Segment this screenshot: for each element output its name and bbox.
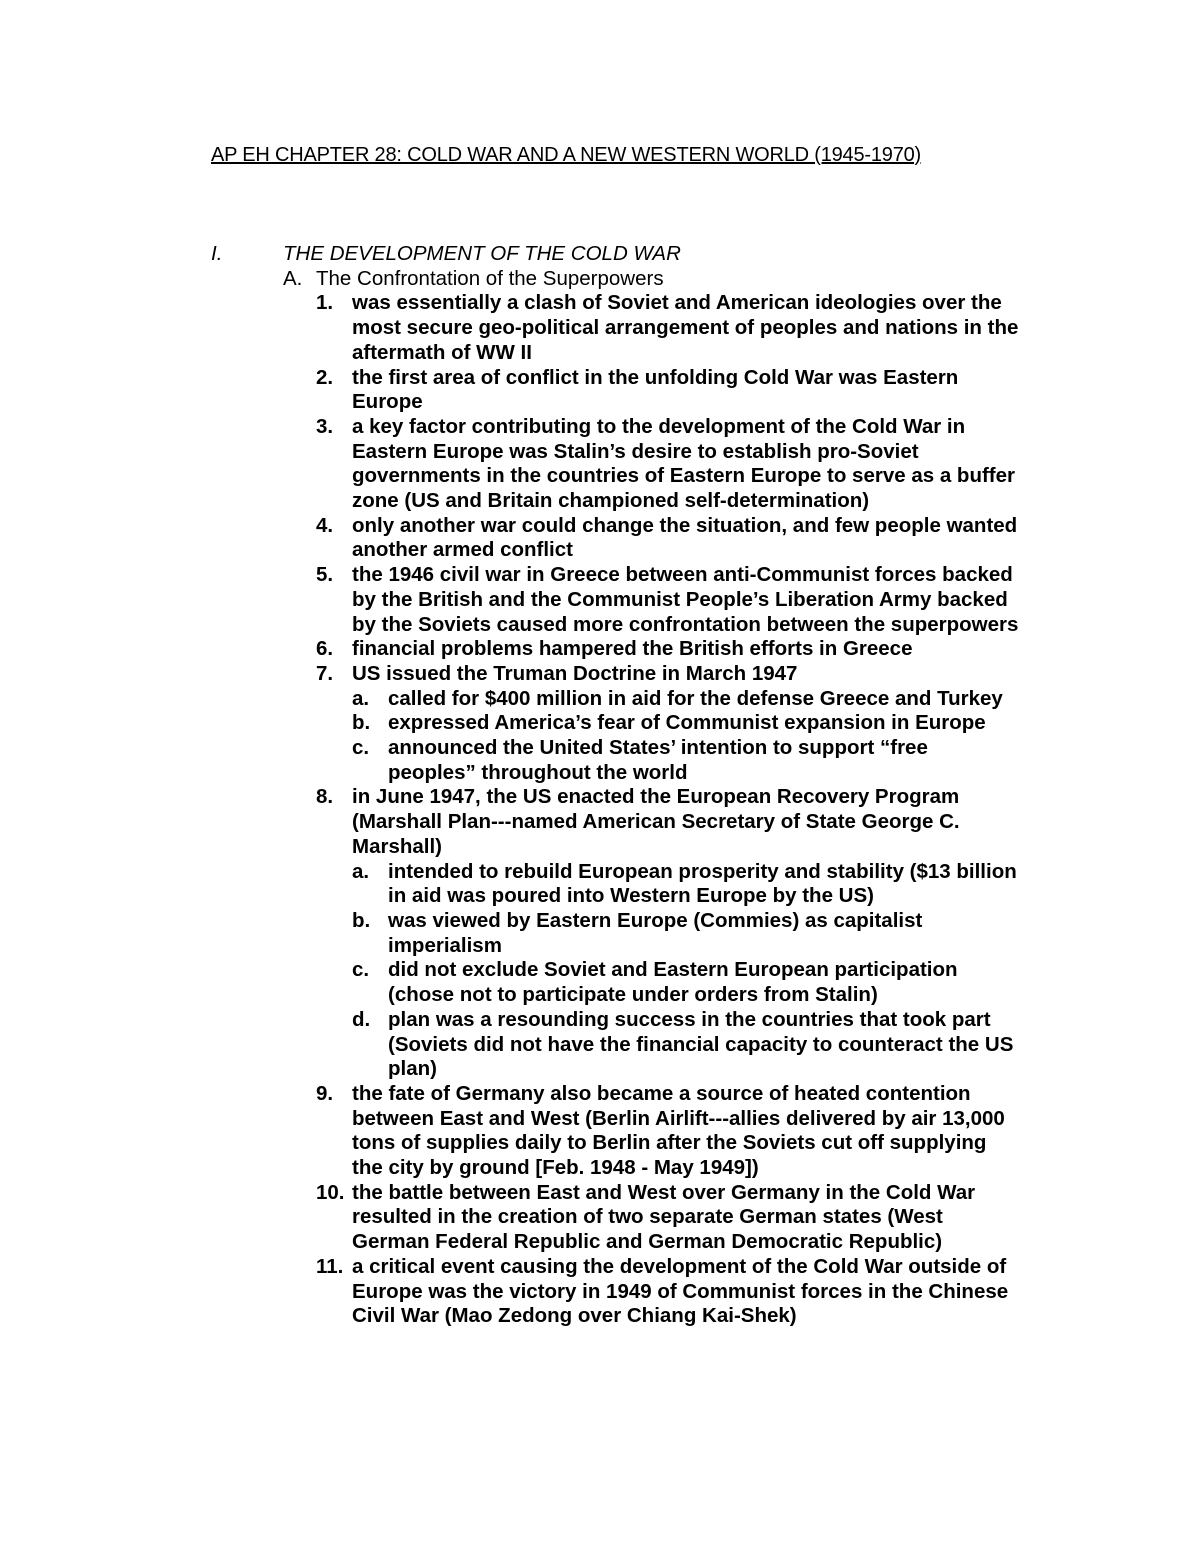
list-item [316, 1082, 1021, 1181]
sub-list [352, 860, 1021, 1082]
subsection-heading [283, 267, 1171, 292]
item-body [352, 1181, 1021, 1255]
sub-list-item [352, 1008, 1021, 1082]
item-body [352, 366, 1021, 415]
sub-item-text: called for $400 million in aid for the defense Greece and Turkey [388, 686, 1003, 710]
section-numeral: I. [211, 242, 223, 265]
item-text: the fate of Germany also became a source of heated contention between East and West (Berlin Airlift---allies delivered by air 13,000 tons of supplies daily to Berlin after the Soviets cut off supplying the city by ground [Feb. 1948 - May 1949]) [352, 1081, 1005, 1180]
section-heading [211, 242, 1171, 267]
item-number: 7. [316, 661, 334, 685]
sub-item-text: expressed America’s fear of Communist expansion in Europe [388, 711, 986, 735]
section-title: THE DEVELOPMENT OF THE COLD WAR [283, 242, 681, 265]
item-body [352, 291, 1021, 365]
sub-list-item [352, 711, 1021, 736]
list-item [316, 291, 1021, 365]
list-item [316, 366, 1021, 415]
sub-item-text: plan was a resounding success in the countries that took part (Soviets did not have the financial capacity to counteract the US plan) [388, 1007, 1014, 1081]
item-text: the battle between East and West over Germany in the Cold War resulted in the creation of two separate German states (West German Federal Republic and German Democratic Republic) [352, 1180, 976, 1254]
item-body [352, 785, 1021, 1081]
item-body [352, 514, 1021, 563]
item-number: 2. [316, 365, 334, 389]
sub-list-item [352, 860, 1021, 909]
sub-list-item [352, 909, 1021, 958]
item-number: 6. [316, 637, 334, 661]
subsection-title: The Confrontation of the Superpowers [316, 266, 664, 290]
sub-item-letter: d. [352, 1007, 371, 1031]
item-text: the first area of conflict in the unfolding Cold War was Eastern Europe [352, 365, 959, 414]
sub-item-text: announced the United States’ intention to support “free peoples” throughout the world [388, 736, 928, 784]
item-text: financial problems hampered the British efforts in Greece [352, 637, 913, 661]
list-item [316, 514, 1021, 563]
document-title: AP EH CHAPTER 28: COLD WAR AND A NEW WESTERN WORLD (1945-1970) [211, 144, 922, 166]
sub-item-letter: b. [352, 711, 371, 735]
sub-item-text: did not exclude Soviet and Eastern European participation (chose not to participate under orders from Stalin) [388, 958, 958, 1007]
item-number: 5. [316, 563, 334, 587]
item-body [352, 1255, 1021, 1329]
list-item [316, 662, 1021, 786]
item-text: US issued the Truman Doctrine in March 1947 [352, 661, 798, 685]
sub-item-letter: a. [352, 686, 370, 710]
sub-list [352, 687, 1021, 786]
item-number: 10. [316, 1180, 345, 1204]
item-number: 11. [316, 1254, 344, 1278]
item-text: was essentially a clash of Soviet and American ideologies over the most secure geo-political arrangement of peoples and nations in the aftermath of WW II [352, 291, 1019, 364]
section-outline [211, 242, 1171, 1329]
sub-item-text: was viewed by Eastern Europe (Commies) as capitalist imperialism [388, 908, 923, 957]
subsection-letter: A. [283, 266, 303, 290]
item-body [352, 662, 1021, 786]
item-text: a key factor contributing to the development of the Cold War in Eastern Europe was Stalin’s desire to establish pro-Soviet governments in the countries of Eastern Europe to serve as a buffer zone (US and Britain championed self-determination) [352, 414, 1015, 513]
sub-list-item [352, 958, 1021, 1007]
sub-list-item [352, 687, 1021, 712]
sub-item-letter: c. [352, 958, 370, 982]
list-item [316, 1255, 1021, 1329]
list-item [316, 1181, 1021, 1255]
item-text: the 1946 civil war in Greece between anti-Communist forces backed by the British and the Communist People’s Liberation Army backed by the Soviets caused more confrontation between the superpowers [352, 563, 1019, 636]
item-body [352, 415, 1021, 514]
sub-item-text: intended to rebuild European prosperity and stability ($13 billion in aid was poured into Western Europe by the US) [388, 859, 1017, 908]
item-text: a critical event causing the development of the Cold War outside of Europe was the victory in 1949 of Communist forces in the Chinese Civil War (Mao Zedong over Chiang Kai-Shek) [352, 1254, 1009, 1328]
item-body [352, 637, 1021, 662]
item-text: in June 1947, the US enacted the European Recovery Program (Marshall Plan---named American Secretary of State George C. Marshall) [352, 785, 960, 858]
item-number: 9. [316, 1081, 334, 1105]
list-item [316, 785, 1021, 1081]
list-item [316, 563, 1021, 637]
sub-item-letter: b. [352, 908, 371, 932]
outline-list [316, 291, 1021, 1329]
item-number: 1. [316, 291, 334, 315]
item-number: 3. [316, 414, 334, 438]
item-body [352, 1082, 1021, 1181]
list-item [316, 415, 1021, 514]
list-item [316, 637, 1021, 662]
item-number: 4. [316, 513, 334, 537]
sub-list-item [352, 736, 1021, 785]
sub-item-letter: c. [352, 736, 370, 760]
item-text: only another war could change the situation, and few people wanted another armed conflict [352, 513, 1018, 562]
sub-item-letter: a. [352, 859, 370, 883]
item-body [352, 563, 1021, 637]
item-number: 8. [316, 785, 334, 809]
